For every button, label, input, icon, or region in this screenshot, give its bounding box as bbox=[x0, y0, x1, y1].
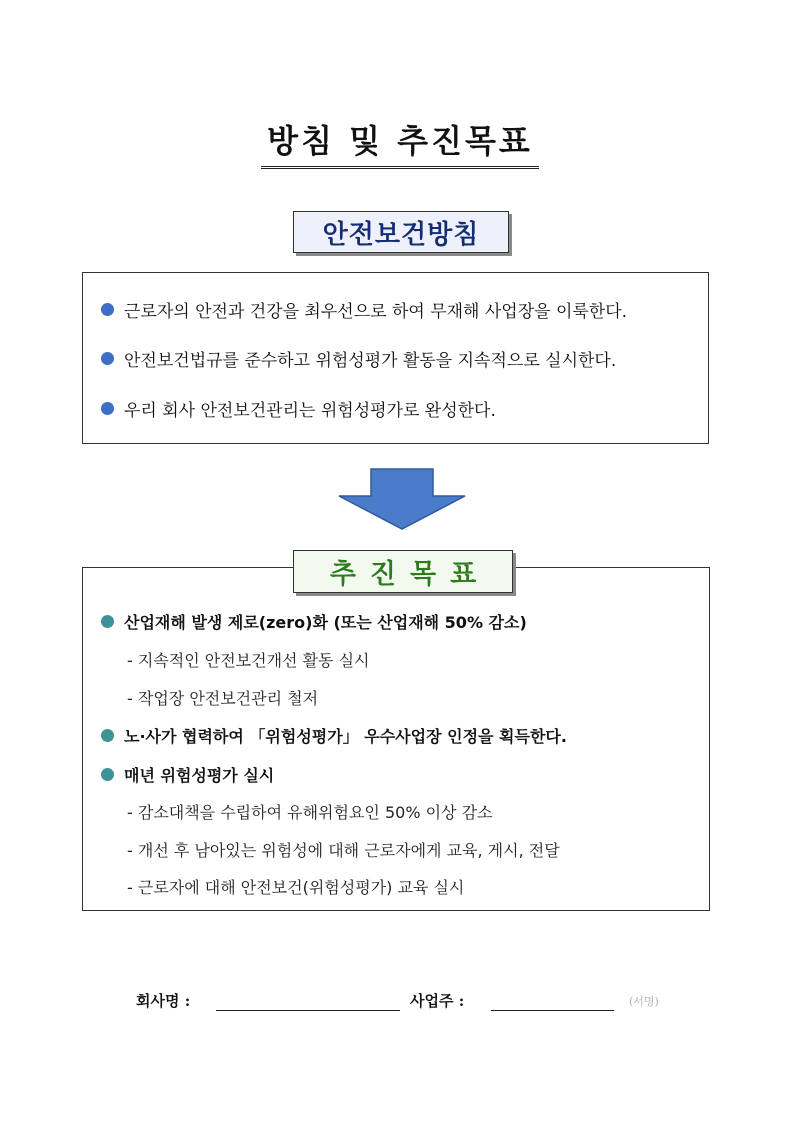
company-name-line bbox=[216, 1010, 400, 1011]
goal-item-text: 노·사가 협력하여 「위험성평가」 우수사업장 인정을 획득한다. bbox=[124, 727, 567, 746]
owner-label: 사업주 : bbox=[410, 992, 465, 1010]
goals-box bbox=[82, 567, 710, 911]
bullet-dot-icon bbox=[101, 352, 114, 365]
bullet-dot-icon bbox=[101, 402, 114, 415]
goal-item bbox=[101, 610, 527, 633]
policy-item bbox=[101, 396, 496, 421]
goals-heading: 추진목표 bbox=[293, 550, 513, 593]
policy-item-text: 근로자의 안전과 건강을 최우선으로 하여 무재해 사업장을 이룩한다. bbox=[124, 302, 628, 322]
page-title-wrapper bbox=[0, 116, 800, 169]
goal-subitem: - 지속적인 안전보건개선 활동 실시 bbox=[127, 651, 370, 670]
page-title: 방침 및 추진목표 bbox=[261, 116, 539, 169]
goal-subitem: - 작업장 안전보건관리 철저 bbox=[127, 689, 319, 708]
bullet-dot-icon bbox=[101, 615, 114, 628]
signature-seal-label: (서명) bbox=[629, 995, 659, 1008]
policy-item bbox=[101, 297, 627, 322]
bullet-dot-icon bbox=[101, 303, 114, 316]
policy-item-text: 우리 회사 안전보건관리는 위험성평가로 완성한다. bbox=[124, 401, 496, 421]
policy-box bbox=[82, 272, 709, 444]
goal-item bbox=[101, 724, 567, 747]
goal-subitem: - 근로자에 대해 안전보건(위험성평가) 교육 실시 bbox=[127, 878, 465, 897]
policy-heading: 안전보건방침 bbox=[293, 211, 509, 253]
goal-item-text: 매년 위험성평가 실시 bbox=[124, 766, 275, 785]
company-name-label: 회사명 : bbox=[136, 992, 191, 1010]
owner-name-line bbox=[491, 1010, 614, 1011]
bullet-dot-icon bbox=[101, 768, 114, 781]
goal-subitem: - 개선 후 남아있는 위험성에 대해 근로자에게 교육, 게시, 전달 bbox=[127, 841, 560, 860]
bullet-dot-icon bbox=[101, 729, 114, 742]
policy-item-text: 안전보건법규를 준수하고 위험성평가 활동을 지속적으로 실시한다. bbox=[124, 351, 617, 371]
goal-subitem: - 감소대책을 수립하여 유해위험요인 50% 이상 감소 bbox=[127, 803, 493, 822]
goal-item-text: 산업재해 발생 제로(zero)화 (또는 산업재해 50% 감소) bbox=[124, 613, 527, 632]
policy-item bbox=[101, 346, 616, 371]
down-arrow-icon bbox=[338, 468, 466, 530]
goal-item bbox=[101, 763, 274, 786]
